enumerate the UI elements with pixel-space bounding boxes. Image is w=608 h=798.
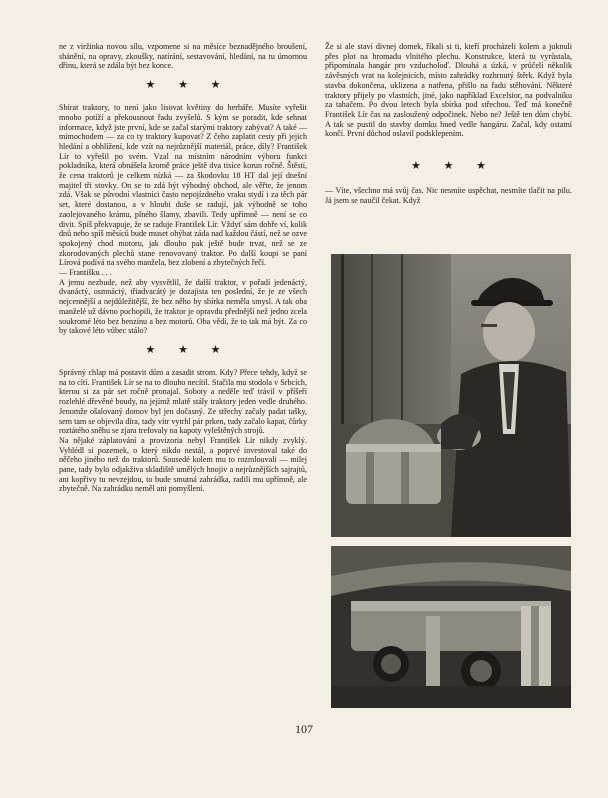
paragraph: — Víte, všechno má svůj čas. Nic nesmíte uspěchat, nesmíte tlačit na pilu. Já jsem se naučil čekat. Když [325,186,572,205]
right-column [325,42,572,205]
photo-engine-detail [331,546,571,708]
page-number: 107 [295,722,313,736]
paragraph: Na nějaké záplatování a provizoria nebyl František Lír nikdy zvyklý. Vyhlédl si pozemek, o který nikdo nestál, a poprvé investoval také do něčeho jiného než do traktorů. Sousedé kolem mu to rozmlouvali — milej pane, tady bylo odjakživa skladiště umělých hnojiv a nejrůznějších sajrajtů, ani kopřivy tu nevzejdou, to bude smutná zahrádka, radili mu upřímně, ale zbytečně. Na zahrádku neměl ani pomyšlení. [59,435,307,494]
paragraph: Správný chlap má postavit dům a zasadit strom. Kdy? Přece tehdy, když se na to cítí. František Lír se na to dlouho necítil. Stačila mu stodola v Srbcích, kterou si za pár set ročně pronajal. Soboty a neděle teď trávil v příšeří rozlehlé dřevěné boudy, na jejímž mlatě stály traktory jeden vedle druhého. Jenomže ošalovaný domov byl jen dočasný. Ze střechy začaly padat tašky, sem tam se objevila díra, tady vítr vytrhl pár prken, tudy začalo kapat, čůrky roztátého sněhu se zjara trefovaly na kapoty vyleštěných strojů. [59,367,307,436]
paragraph: ne z viržinka novou sílu, vzpomene si na měsíce beznadějného broušení, shánění, na opravy, zkoušky, natírání, sestavování, hledání, na tu úmornou dřinu, která se zdála být bez konce. [59,42,307,71]
section-separator: ★ ★ ★ [145,343,231,356]
left-column [59,42,307,494]
paragraph: Sbírat traktory, to není jako lisovat květiny do herbáře. Musíte vyřešit mnoho potíží a překousnout řadu zvyšelů. S kým se poradit, kde sehnat informace, když jste první, kde se začal starými traktory zabývat? A také — mimochodem — za co ty traktory kupovat? Z čeho zaplatit cesty při jejich hledání a obhlížení, kde vzít na nejrůznější materiál, práce, díly? František Lír to vyřešil po svém. Vzal na místním národním výboru funkci pokladníka, která obnášela kromě práce ještě dva tisíce korun ročně. Štěstí, že cena traktorů je celkem nízká — za škodovku 18 HT dal její dnešní majitel tři stovky. On se to zdá být výhodný obchod, ale věřte, že jenom zdá. Však se původní vlastníci často nepojízdného vraku stydí i za těch pár set, které dostanou, a v hloubi duše se radují, jak výhodně se toho zaolejovaného krámu, plného šlamy, zbavili. Tedy upřímně — není se co divit. Spíš překvapuje, že se raduje František Lír. Vždyť sám dobře ví, kolik dnů nebo spíš měsíců bude muset ohýbat záda nad každou částí, než se ozve spokojený chod motoru, jak dlouho pak ještě bude trvat, než se ze zkorodovaných plechů stane renovovaný traktor. Po další koupi se paní Lírová podívá na svého manžela, bez zlobení a zbytečných řečí. [59,103,307,268]
paragraph: A jemu nezbude, než aby vysvětlil, že další traktor, v pořadí jedenáctý, dvanáctý, osmnáctý, třiadvacátý je dozajista ten poslední, že je ze všech nejcennější a nejdůležitější, že bez něho by sbírka neměla smysl. A tak oba manželé už dávno pochopili, že traktor je opravdu přednější než jedno zcela soukromé léto bez benzínu a bez motorů. Oba vědí, že to tak má být. Za co by takové léto vůbec stálo? [59,277,307,336]
section-separator: ★ ★ ★ [145,79,231,92]
paragraph: Že si ale staví divnej domek, říkali si ti, kteří procházeli kolem a juknuli přes plot na hromadu vlnitého plechu. Konstrukce, která tu vyrůstala, připomínala hangár pro vzducholoď. Dlouhá a úzká, v průčelí několik závěsných vrat na kolejnicích, místo zahrádky rozhrnutý štěrk. Když byla stavba dokončena, uklizena a natřena, přišlo na řadu stěhování. Některé traktory přijely po vlastních, jiné, jako například Excelsior, na podvalníku za tahačem. Po dvou letech byla sbírka pod střechou. Teď má konečně František Lír čas na zasloužený odpočinek. Nebo ne? Ještě ten dům chybí. A tak se pustil do stavby domku hned vedle hangáru. Začal, kdy ostatní končí. První důchod oslavil podsklepením. [325,42,572,139]
photo-man-with-tractor [331,254,571,537]
paragraph: — Františku . . . [59,268,112,278]
section-separator: ★ ★ ★ [410,160,497,173]
